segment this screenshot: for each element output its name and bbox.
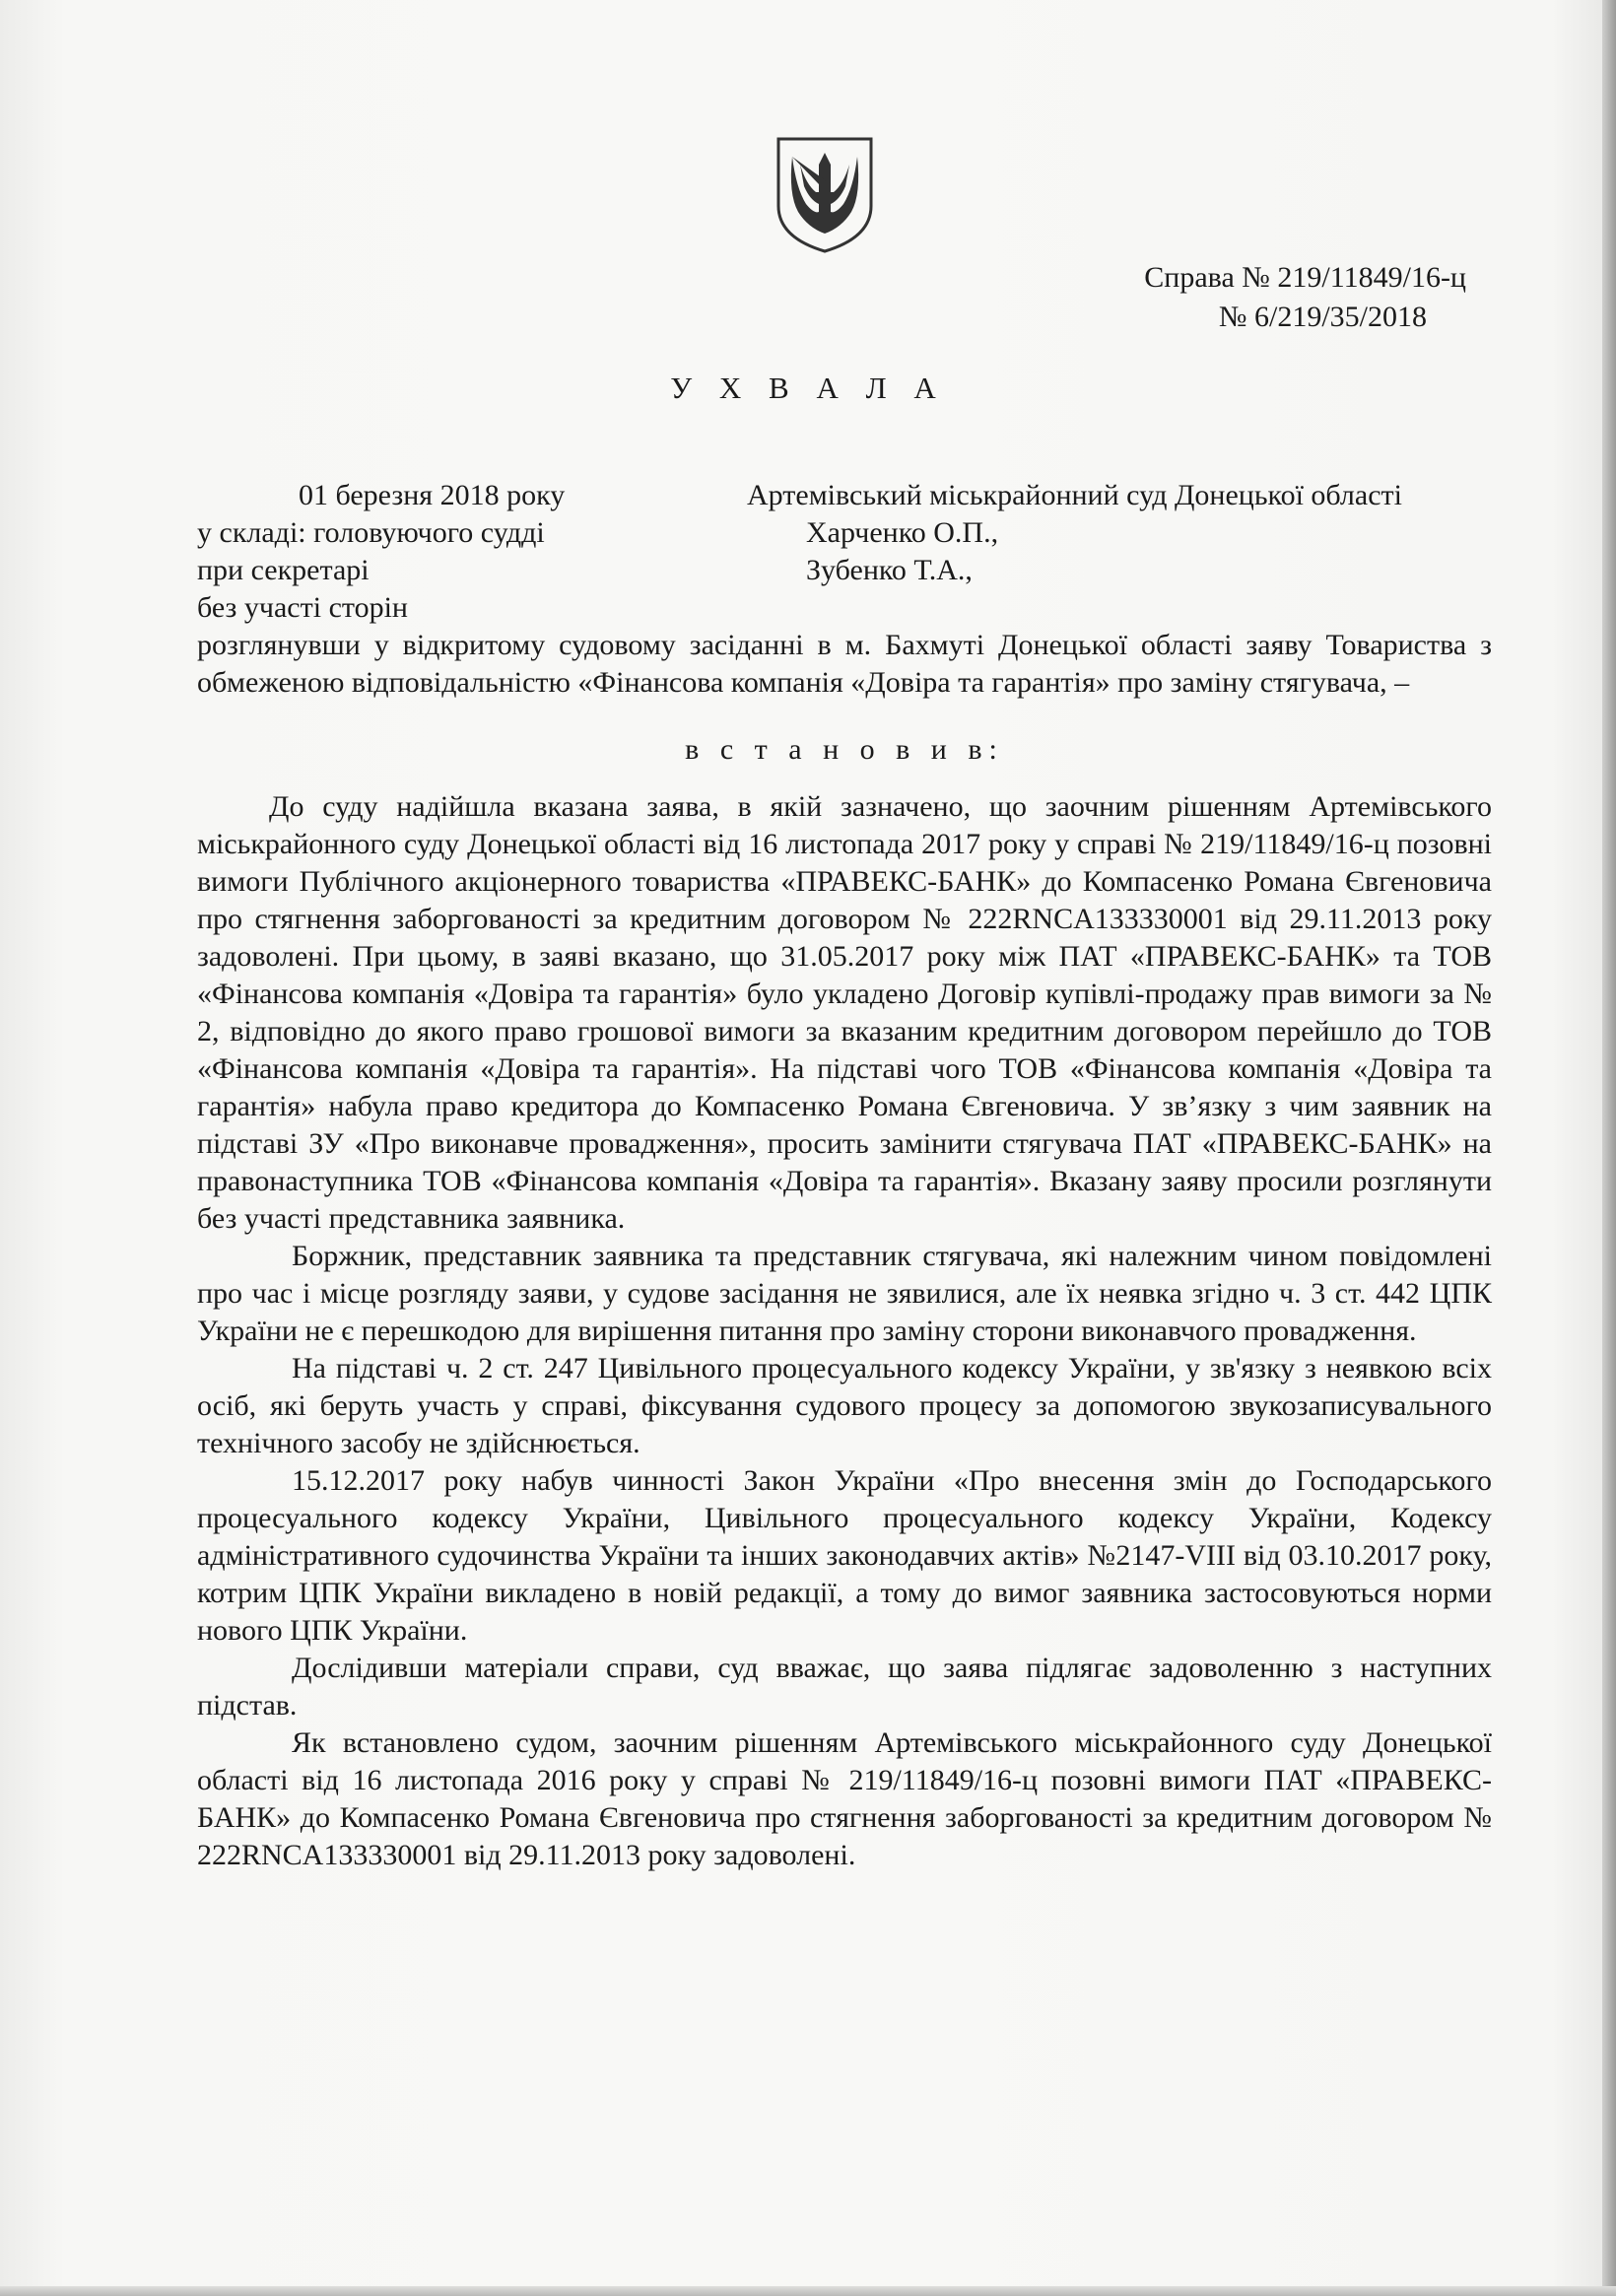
case-header bbox=[1144, 258, 1466, 337]
parties-note: без участі сторін bbox=[197, 591, 408, 624]
trident-emblem-icon bbox=[774, 135, 875, 255]
date-court-row bbox=[197, 477, 1492, 514]
body-paragraph: Як встановлено судом, заочним рішенням Артемівського міськрайонного суду Донецької області від 16 листопада 2016 року у справі № 219/11849/16-ц позовні вимоги ПАТ «ПРАВЕКС-БАНК» до Компасенко Романа Євгеновича про стягнення заборгованості за кредитним договором № 222RNCA133330001 від 29.11.2013 року задоволені. bbox=[197, 1726, 1492, 1871]
document-body bbox=[197, 477, 1492, 1874]
body-paragraph: 15.12.2017 року набув чинності Закон України «Про внесення змін до Господарського процесуального кодексу України, Цивільного процесуального кодексу України, Кодексу адміністративного судочинства України та інших законодавчих актів» №2147-VIII від 03.10.2017 року, котрим ЦПК України викладено в новій редакції, а тому до вимог заявника застосовуються норми нового ЦПК України. bbox=[197, 1464, 1492, 1647]
secretary-label: при секретарі bbox=[197, 554, 370, 586]
body-paragraph: Боржник, представник заявника та представник стягувача, які належним чином повідомлені про час і місце розгляду заяви, у судове засідання не зявилися, але їх неявка згідно ч. 3 ст. 442 ЦПК України не є перешкодою для вирішення питання про заміну сторони виконавчого провадження. bbox=[197, 1240, 1492, 1347]
court-name: Артемівський міськрайонний суд Донецької області bbox=[747, 479, 1402, 511]
body-paragraph: Дослідивши матеріали справи, суд вважає, що заява підлягає задоволенню з наступних підстав. bbox=[197, 1652, 1492, 1722]
considered-paragraph: розглянувши у відкритому судовому засіданні в м. Бахмуті Донецької області заяву Товариства з обмеженою відповідальністю «Фінансова компанія «Довіра та гарантія» про заміну стягувача, – bbox=[197, 629, 1492, 699]
judge-row bbox=[197, 514, 1492, 552]
body-paragraph: До суду надійшла вказана заява, в якій зазначено, що заочним рішенням Артемівського міськрайонного суду Донецької області від 16 листопада 2017 року у справі № 219/11849/16-ц позовні вимоги Публічного акціонерного товариства «ПРАВЕКС-БАНК» до Компасенко Романа Євгеновича про стягнення заборгованості за кредитним договором № 222RNCA133330001 від 29.11.2013 року задоволені. При цьому, в заяві вказано, що 31.05.2017 року між ПАТ «ПРАВЕКС-БАНК» та ТОВ «Фінансова компанія «Довіра та гарантія» було укладено Договір купівлі-продажу прав вимоги за № 2, відповідно до якого право грошової вимоги за вказаним кредитним договором перейшло до ТОВ «Фінансова компанія «Довіра та гарантія». На підставі чого ТОВ «Фінансова компанія «Довіра та гарантія» набула право кредитора до Компасенко Романа Євгеновича. У зв’язку з чим заявник на підставі ЗУ «Про виконавче провадження», просить замінити стягувача ПАТ «ПРАВЕКС-БАНК» на правонаступника ТОВ «Фінансова компанія «Довіра та гарантія». Вказану заяву просили розглянути без участі представника заявника. bbox=[197, 790, 1492, 1235]
judge-label: у складі: головуючого судді bbox=[197, 516, 545, 549]
body-paragraph: На підставі ч. 2 ст. 247 Цивільного процесуального кодексу України, у зв'язку з неявкою всіх осіб, які беруть участь у справі, фіксування судового процесу за допомогою звукозаписувального технічного засобу не здійснюється. bbox=[197, 1352, 1492, 1459]
secretary-name: Зубенко Т.А., bbox=[806, 554, 973, 586]
ruling-date: 01 березня 2018 року bbox=[299, 479, 566, 511]
parties-row bbox=[197, 589, 1492, 627]
scan-edge-bottom bbox=[0, 2286, 1616, 2296]
scan-edge-right bbox=[1602, 0, 1616, 2296]
established-heading: в с т а н о в и в: bbox=[685, 733, 1004, 766]
secretary-row bbox=[197, 552, 1492, 589]
document-title: У Х В А Л А bbox=[670, 371, 946, 405]
case-number: Справа № 219/11849/16-ц bbox=[1144, 261, 1466, 294]
proceeding-number: № 6/219/35/2018 bbox=[1218, 301, 1427, 333]
judge-name: Харченко О.П., bbox=[806, 516, 999, 549]
